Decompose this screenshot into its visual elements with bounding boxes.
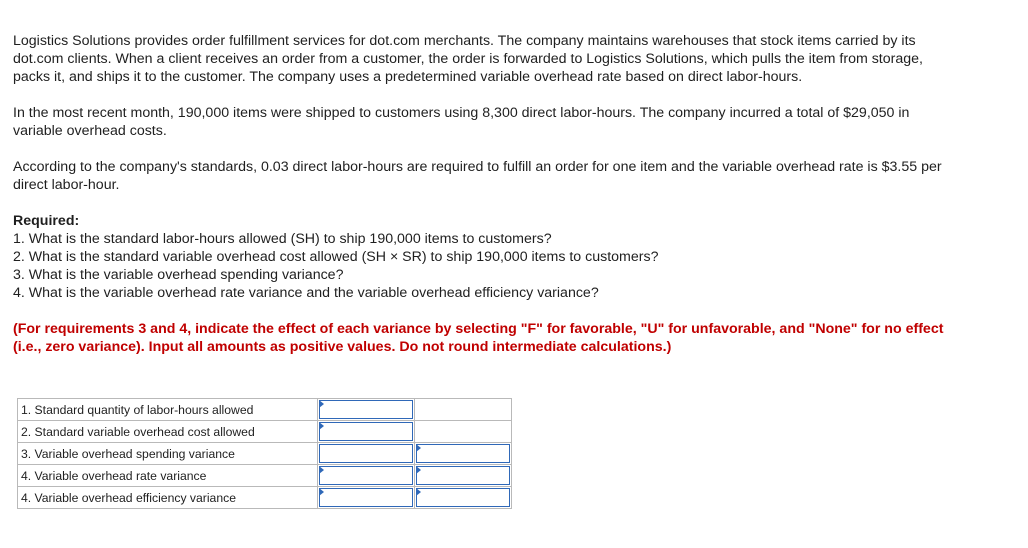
spending-variance-amount-input[interactable] [319,444,413,463]
instructions-text: (For requirements 3 and 4, indicate the effect of each variance by selecting "F" for favorable, "U" for unfavorable, and "None" for no effect (i.e., zero variance). Input all amounts as positive values. Do not round intermediate calculations.) [13,321,944,355]
rate-variance-effect-select[interactable] [416,466,510,485]
answer-table [17,398,512,509]
required-item-1: 1. What is the standard labor-hours allowed (SH) to ship 190,000 items to customers? [13,231,552,247]
required-item-4: 4. What is the variable overhead rate variance and the variable overhead efficiency variance? [13,285,599,301]
effect-cell [415,443,512,465]
amount-cell [318,443,415,465]
problem-content [13,32,953,356]
efficiency-variance-effect-select[interactable] [416,488,510,507]
row-label: 2. Standard variable overhead cost allowed [18,421,318,443]
table-row [18,421,512,443]
required-item-3: 3. What is the variable overhead spending variance? [13,267,344,283]
effect-cell [415,487,512,509]
required-item-2: 2. What is the standard variable overhead cost allowed (SH × SR) to ship 190,000 items to customers? [13,249,659,265]
table-row [18,399,512,421]
amount-cell [318,487,415,509]
problem-standards: According to the company's standards, 0.03 direct labor-hours are required to fulfill an order for one item and the variable overhead rate is $3.55 per direct labor-hour. [13,159,942,193]
effect-cell-empty [415,399,512,421]
standard-labor-hours-input[interactable] [319,400,413,419]
amount-cell [318,399,415,421]
table-row [18,487,512,509]
spending-variance-effect-select[interactable] [416,444,510,463]
required-heading: Required: [13,213,80,229]
row-label: 3. Variable overhead spending variance [18,443,318,465]
amount-cell [318,465,415,487]
row-label: 1. Standard quantity of labor-hours allowed [18,399,318,421]
efficiency-variance-amount-input[interactable] [319,488,413,507]
amount-cell [318,421,415,443]
table-row [18,465,512,487]
rate-variance-amount-input[interactable] [319,466,413,485]
row-label: 4. Variable overhead rate variance [18,465,318,487]
table-row [18,443,512,465]
problem-month-data: In the most recent month, 190,000 items were shipped to customers using 8,300 direct labor-hours. The company incurred a total of $29,050 in variable overhead costs. [13,105,910,139]
effect-cell-empty [415,421,512,443]
standard-overhead-cost-input[interactable] [319,422,413,441]
required-list [13,230,953,302]
row-label: 4. Variable overhead efficiency variance [18,487,318,509]
problem-intro: Logistics Solutions provides order fulfillment services for dot.com merchants. The company maintains warehouses that stock items carried by its dot.com clients. When a client receives an order from a customer, the order is forwarded to Logistics Solutions, which pulls the item from storage, packs it, and ships it to the customer. The company uses a predetermined variable overhead rate based on direct labor-hours. [13,33,923,85]
effect-cell [415,465,512,487]
